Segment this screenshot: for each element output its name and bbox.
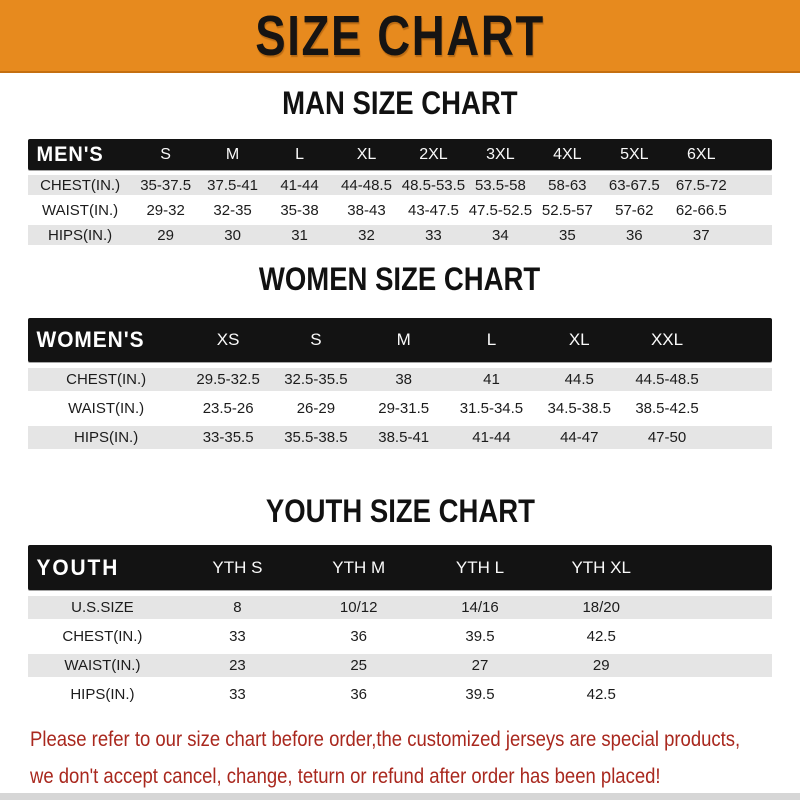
table-cell: 29 — [157, 226, 174, 244]
table-row — [28, 225, 772, 245]
heading-text: YOUTH SIZE CHART — [265, 493, 535, 529]
disclaimer-line-1: Please refer to our size chart before order,the customized jerseys are special products, — [30, 727, 741, 751]
column-header-yth-xl: YTH XL — [571, 557, 631, 577]
column-header-s: S — [310, 330, 322, 349]
women-size-chart-heading — [0, 261, 800, 298]
table-cell: 18/20 — [582, 599, 620, 616]
table-cell: 33 — [229, 628, 246, 645]
table-row — [28, 397, 772, 420]
table-cell: 63-67.5 — [608, 176, 660, 194]
table-cell: 35-38 — [280, 201, 319, 219]
column-header-6xl: 6XL — [687, 145, 716, 163]
youth-size-table — [28, 545, 772, 706]
table-row — [28, 625, 772, 648]
table-cell: 35.5-38.5 — [284, 429, 348, 446]
men-table-header-row — [28, 139, 772, 170]
table-cell: 23.5-26 — [202, 400, 254, 417]
table-cell: 44.5 — [564, 371, 594, 388]
table-cell: 38.5-41 — [378, 429, 430, 446]
row-label: CHEST(IN.) — [40, 176, 121, 194]
table-cell: 44.5-48.5 — [635, 371, 699, 388]
table-cell: 42.5 — [586, 686, 616, 703]
table-cell: 42.5 — [586, 628, 616, 645]
youth-table-header-row — [28, 545, 772, 590]
table-cell: 26-29 — [296, 400, 336, 417]
table-cell: 31 — [291, 226, 308, 244]
table-cell: 39.5 — [465, 686, 495, 703]
youth-table-title: YOUTH — [36, 554, 120, 580]
table-cell: 43-47.5 — [408, 201, 459, 219]
table-cell: 29-31.5 — [378, 400, 430, 417]
table-row — [28, 596, 772, 619]
column-header-xxl: XXL — [650, 330, 684, 349]
column-header-xl: XL — [356, 145, 377, 163]
table-cell: 8 — [233, 599, 242, 616]
table-cell: 30 — [224, 226, 241, 244]
table-row — [28, 200, 772, 220]
men-table-title: MEN'S — [36, 142, 104, 166]
table-row — [28, 654, 772, 677]
page-title: SIZE CHART — [255, 3, 545, 68]
column-header-l: L — [486, 330, 497, 349]
column-header-5xl: 5XL — [620, 145, 649, 163]
table-row — [28, 175, 772, 195]
table-cell: 41-44 — [472, 429, 511, 446]
table-cell: 44-48.5 — [341, 176, 392, 194]
row-label: WAIST(IN.) — [68, 400, 145, 417]
table-row — [28, 683, 772, 706]
column-header-m: M — [225, 145, 240, 163]
table-cell: 38 — [395, 371, 413, 388]
row-label: CHEST(IN.) — [62, 628, 143, 645]
table-cell: 37.5-41 — [207, 176, 259, 194]
column-header-yth-l: YTH L — [455, 557, 505, 577]
table-cell: 53.5-58 — [474, 176, 526, 194]
table-cell: 32 — [358, 226, 375, 244]
row-label: HIPS(IN.) — [70, 686, 135, 703]
row-label: WAIST(IN.) — [64, 657, 141, 674]
table-cell: 41 — [483, 371, 500, 388]
table-cell: 39.5 — [465, 628, 495, 645]
table-cell: 34.5-38.5 — [547, 400, 611, 417]
row-label: CHEST(IN.) — [66, 371, 147, 388]
order-disclaimer-note — [30, 721, 800, 795]
table-cell: 32-35 — [213, 201, 252, 219]
column-header-yth-s: YTH S — [212, 557, 263, 577]
table-cell: 33-35.5 — [202, 429, 254, 446]
table-cell: 48.5-53.5 — [401, 176, 466, 194]
table-cell: 37 — [692, 226, 710, 244]
table-cell: 29-32 — [146, 201, 185, 219]
table-cell: 35 — [559, 226, 576, 244]
table-cell: 52.5-57 — [541, 201, 593, 219]
column-header-xl: XL — [568, 330, 590, 349]
disclaimer-line-2: we don't accept cancel, change, teturn or refund after order has been placed! — [30, 764, 661, 788]
table-cell: 41-44 — [280, 176, 319, 194]
table-cell: 38-43 — [347, 201, 386, 219]
men-size-table — [28, 139, 772, 245]
table-cell: 27 — [471, 657, 489, 674]
heading-text: WOMEN SIZE CHART — [259, 261, 541, 297]
row-label: WAIST(IN.) — [42, 201, 119, 219]
column-header-m: M — [396, 330, 411, 349]
table-cell: 38.5-42.5 — [635, 400, 699, 417]
women-size-table — [28, 318, 772, 449]
column-header-4xl: 4XL — [553, 145, 582, 163]
table-cell: 36 — [625, 226, 643, 244]
table-cell: 25 — [350, 657, 368, 674]
table-row — [28, 426, 772, 449]
table-row — [28, 368, 772, 391]
column-header-yth-m: YTH M — [332, 557, 386, 577]
table-cell: 14/16 — [461, 599, 499, 616]
table-cell: 35-37.5 — [140, 176, 192, 194]
table-cell: 29 — [592, 657, 610, 674]
column-header-2xl: 2XL — [419, 145, 448, 163]
table-cell: 10/12 — [339, 599, 378, 616]
women-table-header-row — [28, 318, 772, 362]
row-label: HIPS(IN.) — [47, 226, 113, 244]
column-header-3xl: 3XL — [486, 145, 515, 163]
table-cell: 33 — [229, 686, 246, 703]
column-header-l: L — [295, 145, 304, 163]
table-cell: 34 — [492, 226, 509, 244]
table-cell: 36 — [350, 686, 368, 703]
column-header-s: S — [160, 145, 171, 163]
heading-text: MAN SIZE CHART — [282, 85, 518, 121]
table-cell: 36 — [350, 628, 368, 645]
table-cell: 58-63 — [548, 176, 587, 194]
table-cell: 57-62 — [615, 201, 654, 219]
table-cell: 44-47 — [560, 429, 599, 446]
bottom-divider-bar — [0, 793, 800, 800]
table-cell: 31.5-34.5 — [459, 400, 524, 417]
youth-size-chart-heading — [0, 493, 800, 530]
man-size-chart-heading — [0, 85, 800, 122]
column-header-xs: XS — [216, 330, 240, 349]
table-cell: 47.5-52.5 — [468, 201, 533, 219]
table-cell: 23 — [229, 657, 246, 674]
women-table-title: WOMEN'S — [36, 327, 145, 352]
size-chart-banner — [0, 0, 800, 73]
row-label: U.S.SIZE — [71, 599, 134, 616]
table-cell: 67.5-72 — [675, 176, 727, 194]
row-label: HIPS(IN.) — [74, 429, 139, 446]
table-cell: 62-66.5 — [675, 201, 727, 219]
table-cell: 29.5-32.5 — [196, 371, 260, 388]
table-cell: 47-50 — [647, 429, 687, 446]
table-cell: 32.5-35.5 — [284, 371, 348, 388]
table-cell: 33 — [425, 226, 442, 244]
